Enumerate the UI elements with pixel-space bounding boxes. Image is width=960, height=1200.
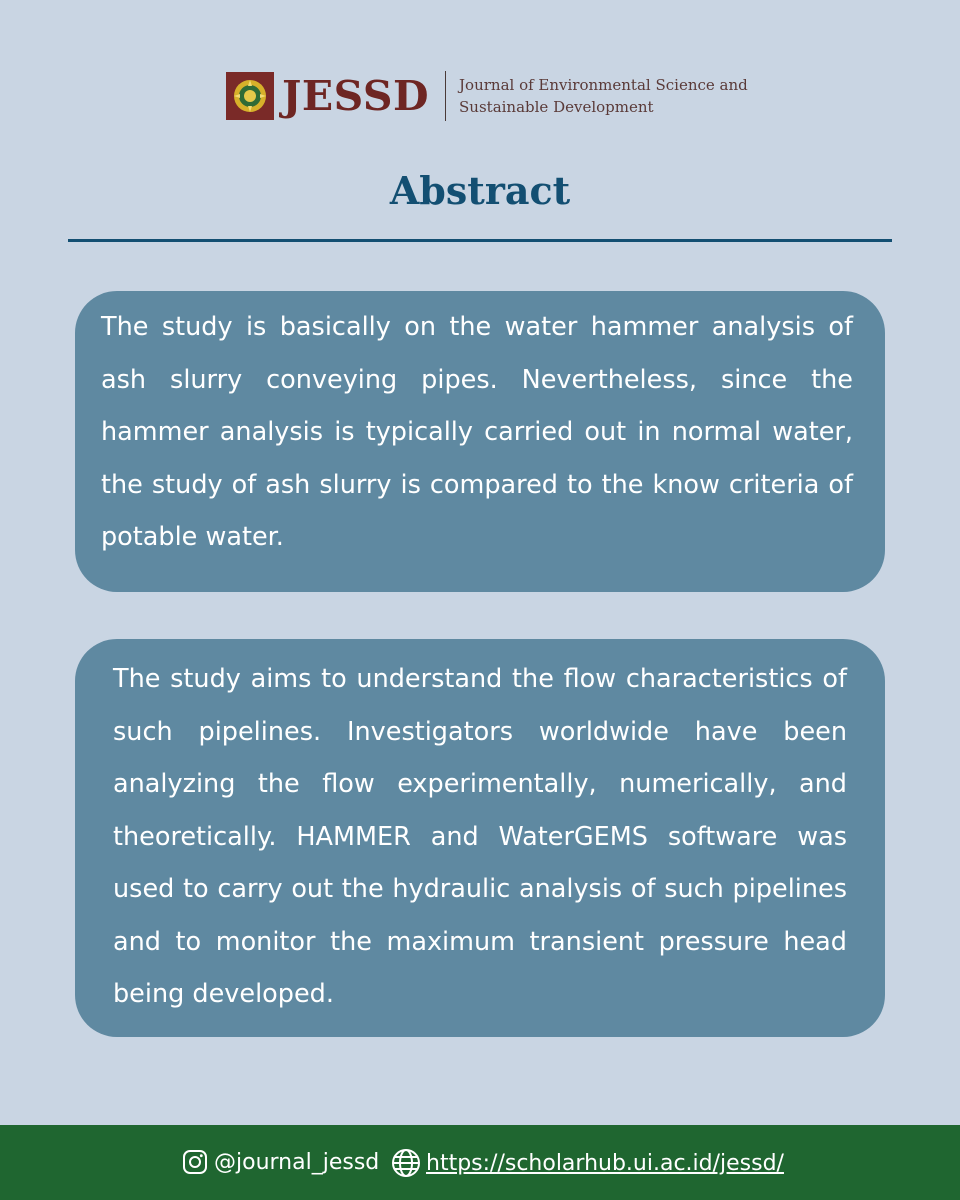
globe-icon <box>390 1147 422 1179</box>
abstract-card-1 <box>75 291 885 592</box>
journal-logo <box>226 72 274 120</box>
journal-name-line-1: Journal of Environmental Science and <box>459 76 748 94</box>
abstract-card-2 <box>75 639 885 1037</box>
instagram-handle-link[interactable] <box>182 1149 379 1175</box>
abstract-paragraph-1: The study is basically on the water hammer analysis of ash slurry conveying pipes. Nevertheless, since the hammer analysis is typically carried out in normal water, the study of ash slurry is compared to the know criteria of potable water. <box>101 312 853 552</box>
journal-header <box>226 70 748 122</box>
journal-name <box>459 74 748 118</box>
logo-acronym: JESSD <box>282 71 430 120</box>
website-link[interactable] <box>390 1147 784 1179</box>
page-title: Abstract <box>389 168 571 213</box>
journal-name-line-2: Sustainable Development <box>459 98 654 116</box>
title-divider <box>68 239 892 242</box>
journal-emblem-icon <box>231 77 269 115</box>
footer <box>0 1125 960 1200</box>
website-url[interactable]: https://scholarhub.ui.ac.id/jessd/ <box>426 1150 784 1176</box>
abstract-paragraph-2: The study aims to understand the flow characteristics of such pipelines. Investigators worldwide have been analyzing the flow experimentally, numerically, and theoretically. HAMMER and WaterGEMS software was used to carry out the hydraulic analysis of such pipelines and to monitor the maximum transient pressure head being developed. <box>113 664 847 1009</box>
instagram-icon <box>182 1149 208 1175</box>
instagram-handle: @journal_jessd <box>214 1149 380 1175</box>
header-divider <box>445 71 446 121</box>
